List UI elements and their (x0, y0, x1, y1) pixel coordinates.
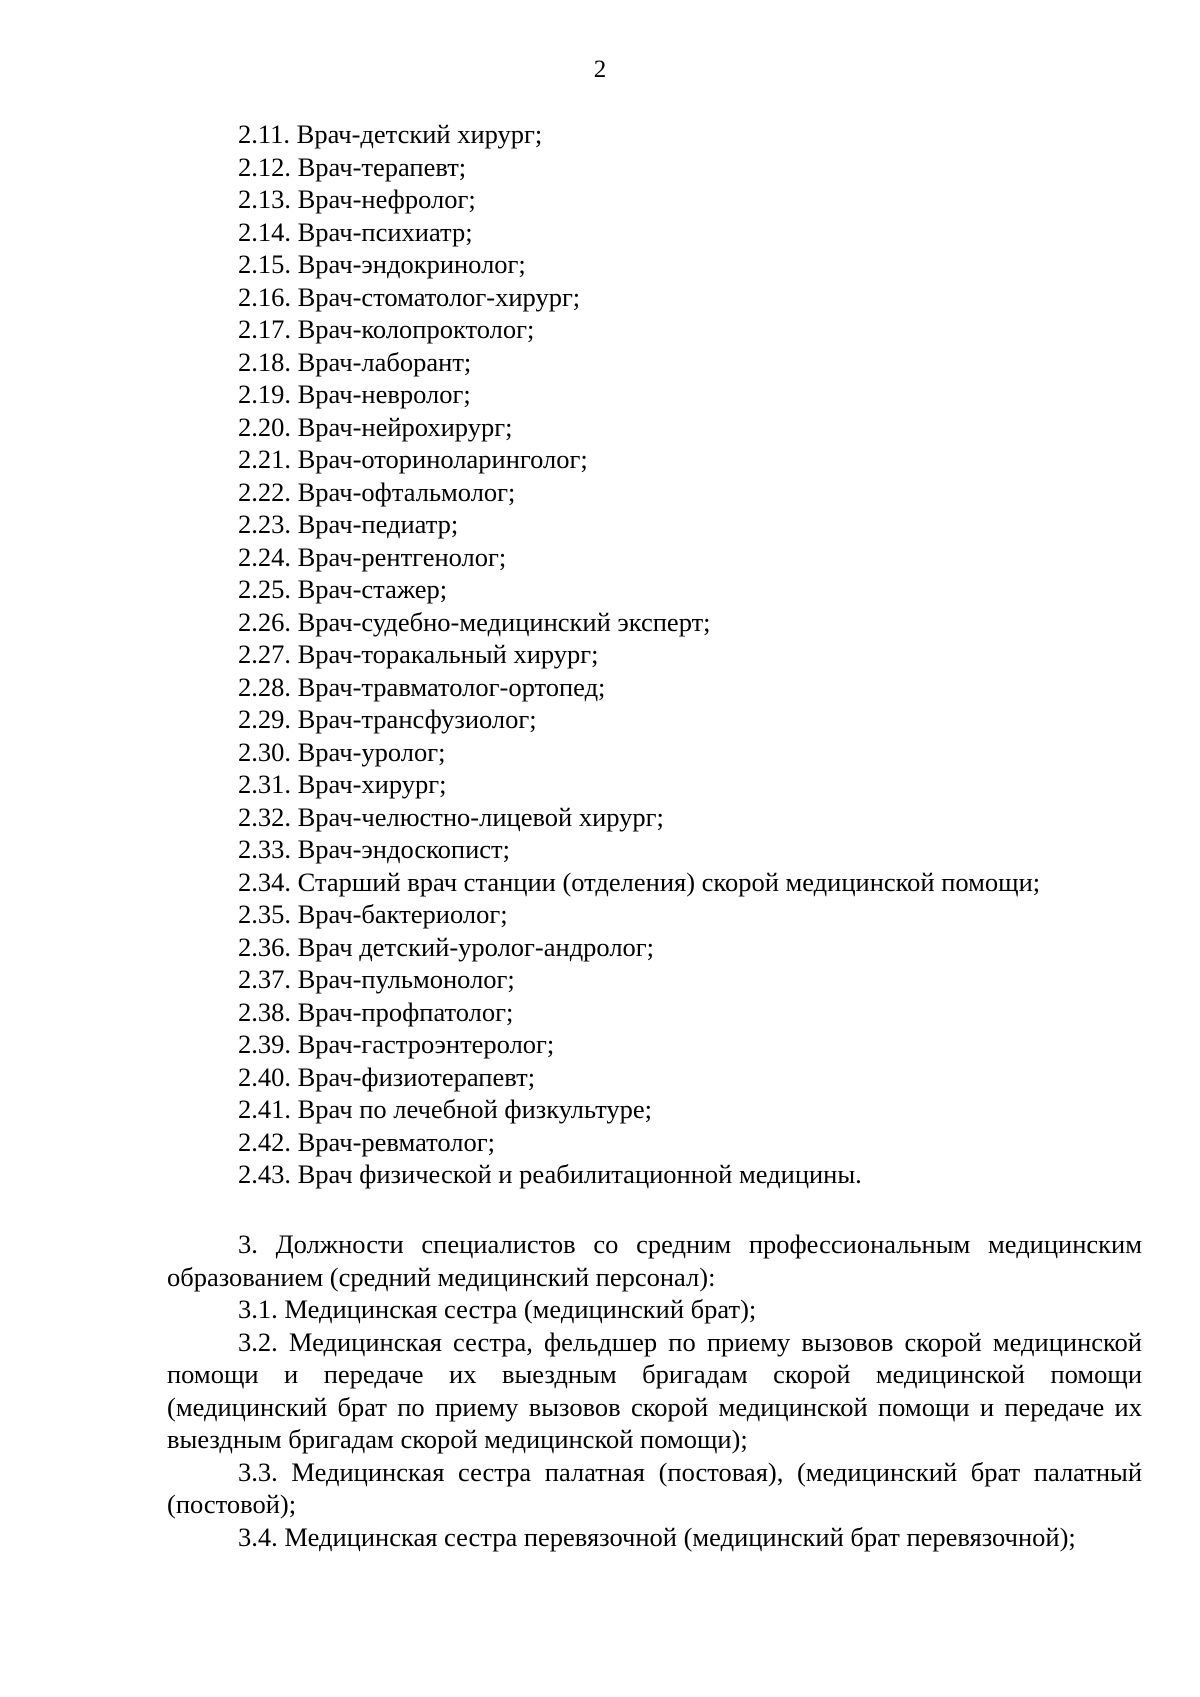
list-item: 2.30. Врач-уролог; (238, 736, 446, 767)
list-item: 2.15. Врач-эндокринолог; (238, 249, 526, 279)
list-item: 2.39. Врач-гастроэнтеролог; (238, 1029, 555, 1059)
doctor-positions-list (238, 118, 1138, 1191)
list-item: 2.16. Врач-стоматолог-хирург; (238, 281, 581, 312)
list-item: 2.41. Врач по лечебной физкультуре; (238, 1094, 652, 1124)
list-item: 2.13. Врач-нефролог; (238, 184, 476, 214)
page-number: 2 (593, 56, 607, 83)
section-3-item: 3.3. Медицинская сестра палатная (постовая), (медицинский брат палатный (постовой); (167, 1456, 1142, 1519)
list-item: 2.31. Врач-хирург; (238, 769, 447, 799)
list-item: 2.35. Врач-бактериолог; (238, 899, 508, 929)
list-item: 2.21. Врач-оториноларинголог; (238, 444, 588, 474)
section-3-item: 3.2. Медицинская сестра, фельдшер по приему вызовов скорой медицинской помощи и передаче их выездным бригадам скорой медицинской помощи (медицинский брат по приему вызовов скорой медицинской помощи и передаче их выездным бригадам скорой медицинской помощи); (167, 1326, 1142, 1454)
list-item: 2.38. Врач-профпатолог; (238, 996, 514, 1027)
section-3-heading: 3. Должности специалистов со средним профессиональным медицинским образованием (средний медицинский персонал): (167, 1229, 1142, 1292)
list-item: 2.24. Врач-рентгенолог; (238, 541, 507, 572)
list-item: 2.19. Врач-невролог; (238, 379, 471, 409)
list-item: 2.37. Врач-пульмонолог; (238, 964, 515, 994)
list-item: 2.12. Врач-терапевт; (238, 151, 467, 182)
list-item: 2.42. Врач-ревматолог; (238, 1126, 495, 1157)
section-3-item: 3.4. Медицинская сестра перевязочной (медицинский брат перевязочной); (238, 1521, 1076, 1552)
list-item: 2.34. Старший врач станции (отделения) скорой медицинской помощи; (238, 866, 1041, 897)
list-item: 2.28. Врач-травматолог-ортопед; (238, 671, 606, 702)
list-item: 2.43. Врач физической и реабилитационной медицины. (238, 1159, 862, 1189)
list-item: 2.33. Врач-эндоскопист; (238, 834, 510, 864)
list-item: 2.32. Врач-челюстно-лицевой хирург; (238, 801, 664, 832)
list-item: 2.27. Врач-торакальный хирург; (238, 639, 599, 669)
list-item: 2.20. Врач-нейрохирург; (238, 411, 513, 442)
list-item: 2.17. Врач-колопроктолог; (238, 314, 535, 344)
list-item: 2.29. Врач-трансфузиолог; (238, 704, 537, 734)
section-3-item: 3.1. Медицинская сестра (медицинский брат); (238, 1294, 757, 1324)
list-item: 2.23. Врач-педиатр; (238, 509, 459, 539)
list-item: 2.14. Врач-психиатр; (238, 216, 473, 247)
list-item: 2.18. Врач-лаборант; (238, 346, 472, 377)
list-item: 2.26. Врач-судебно-медицинский эксперт; (238, 606, 711, 637)
list-item: 2.25. Врач-стажер; (238, 574, 448, 604)
section-3 (167, 1228, 1142, 1553)
list-item: 2.22. Врач-офтальмолог; (238, 476, 516, 507)
list-item: 2.11. Врач-детский хирург; (238, 119, 543, 149)
list-item: 2.40. Врач-физиотерапевт; (238, 1061, 536, 1092)
list-item: 2.36. Врач детский-уролог-андролог; (238, 931, 655, 962)
